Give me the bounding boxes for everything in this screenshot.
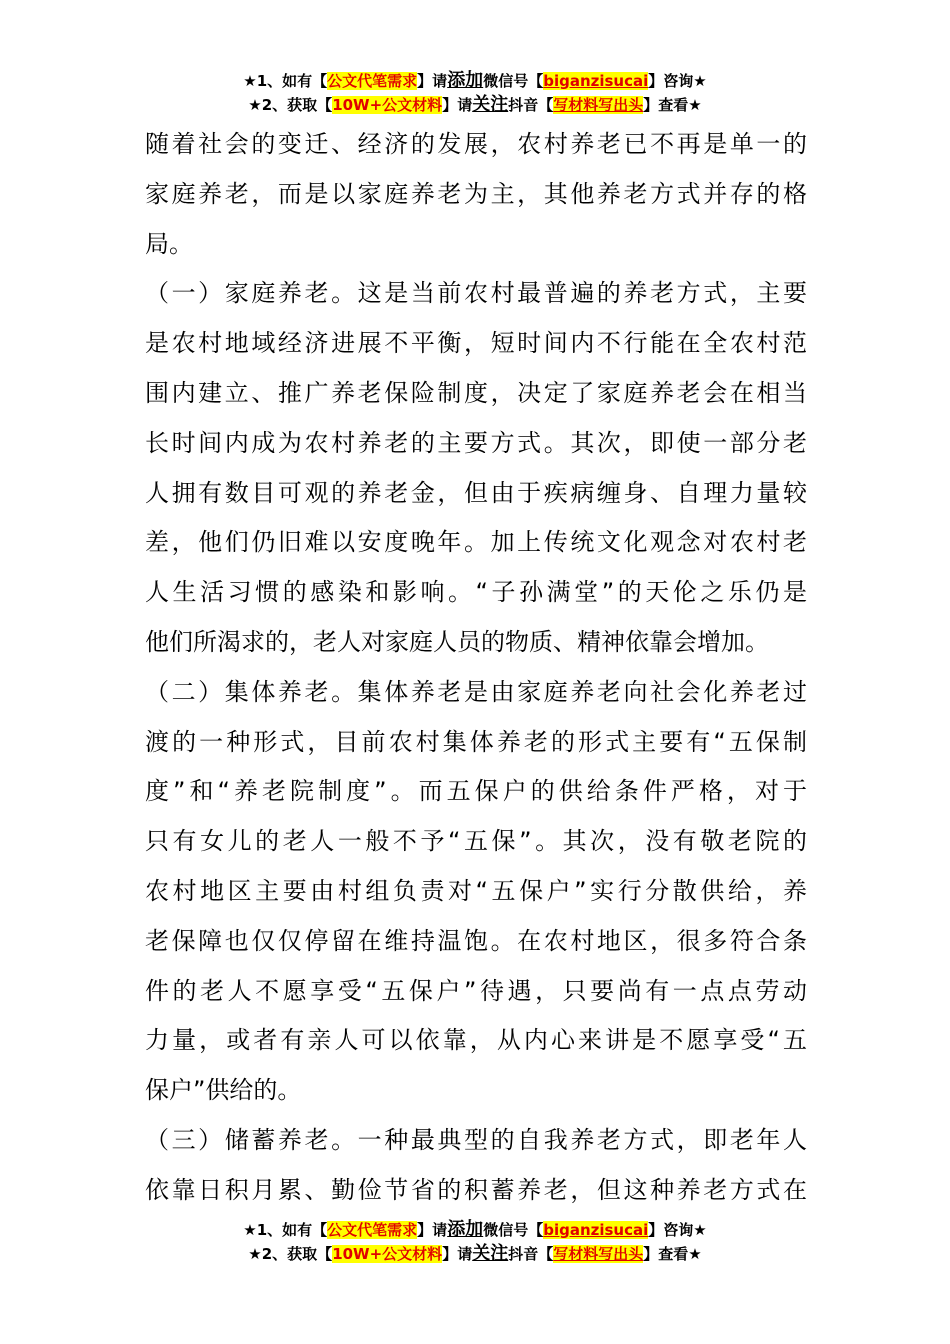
star-icon: ★ — [688, 1245, 702, 1263]
highlight-link: 写材料写出头 — [553, 1245, 644, 1263]
banner-text: 微信号【 — [483, 1221, 544, 1239]
emphasis-text: 添加 — [447, 1219, 484, 1240]
text-line: 保户”供给的。 — [145, 1076, 302, 1105]
text-line: 人拥有数目可观的养老金，但由于疾病缠身、自理力量较 — [145, 478, 807, 507]
banner-text: 微信号【 — [483, 72, 544, 90]
banner-text: 2、获取【 — [261, 1245, 333, 1263]
text-line: 是农村地域经济进展不平衡，短时间内不行能在全农村范 — [145, 329, 807, 358]
text-line: 农村地区主要由村组负责对“五保户”实行分散供给，养 — [145, 876, 807, 905]
paragraph — [145, 1116, 807, 1216]
highlight-text: 公文代笔需求 — [327, 72, 418, 90]
emphasis-text: 关注 — [472, 1243, 509, 1264]
highlight-text: 公文代笔需求 — [327, 1221, 418, 1239]
highlight-link: 写材料写出头 — [553, 96, 644, 114]
banner-line2 — [0, 1242, 950, 1266]
text-line: （一）家庭养老。这是当前农村最普遍的养老方式，主要 — [145, 279, 807, 308]
text-line: 随着社会的变迁、经济的发展，农村养老已不再是单一的 — [145, 130, 807, 158]
text-line: 度”和“养老院制度”。而五保户的供给条件严格，对于 — [145, 777, 807, 806]
banner-text: 】请 — [417, 72, 448, 90]
highlight-text: 10W+公文材料 — [332, 96, 443, 114]
text-line: 长时间内成为农村养老的主要方式。其次，即使一部分老 — [145, 428, 807, 457]
banner-text: 1、如有【 — [256, 72, 328, 90]
star-icon: ★ — [243, 72, 257, 90]
text-line: 围内建立、推广养老保险制度，决定了家庭养老会在相当 — [145, 378, 807, 407]
banner-text: 】查看 — [643, 1245, 689, 1263]
highlight-link: biganzisucai — [543, 72, 649, 90]
emphasis-text: 关注 — [472, 94, 509, 115]
text-line: （二）集体养老。集体养老是由家庭养老向社会化养老过 — [145, 677, 807, 706]
header-banner — [0, 69, 950, 117]
text-line: 依靠日积月累、勤俭节省的积蓄养老，但这种养老方式在 — [145, 1175, 807, 1204]
star-icon: ★ — [693, 1221, 707, 1239]
banner-line1 — [0, 69, 950, 93]
star-icon: ★ — [248, 96, 262, 114]
banner-text: 抖音【 — [508, 96, 554, 114]
star-icon: ★ — [693, 72, 707, 90]
text-line: 老保障也仅仅停留在维持温饱。在农村地区，很多符合条 — [145, 926, 807, 955]
banner-text: 】请 — [417, 1221, 448, 1239]
banner-text: 】咨询 — [648, 72, 694, 90]
text-line: 件的老人不愿享受“五保户”待遇，只要尚有一点点劳动 — [145, 976, 807, 1005]
banner-text: 】查看 — [643, 96, 689, 114]
star-icon: ★ — [688, 96, 702, 114]
document-body — [145, 120, 807, 1216]
star-icon: ★ — [243, 1221, 257, 1239]
banner-text: 】咨询 — [648, 1221, 694, 1239]
banner-text: 2、获取【 — [261, 96, 333, 114]
text-line: 他们所渴求的，老人对家庭人员的物质、精神依靠会增加。 — [145, 627, 769, 656]
banner-line2 — [0, 93, 950, 117]
text-line: 渡的一种形式，目前农村集体养老的形式主要有“五保制 — [145, 727, 807, 756]
banner-text: 】请 — [442, 96, 473, 114]
banner-line1 — [0, 1218, 950, 1242]
footer-banner — [0, 1218, 950, 1266]
banner-text: 】请 — [442, 1245, 473, 1263]
text-line: 只有女儿的老人一般不予“五保”。其次，没有敬老院的 — [145, 827, 807, 856]
emphasis-text: 添加 — [447, 70, 484, 91]
text-line: 人生活习惯的感染和影响。“子孙满堂”的天伦之乐仍是 — [145, 578, 807, 607]
text-line: 局。 — [145, 229, 193, 258]
star-icon: ★ — [248, 1245, 262, 1263]
text-line: 差，他们仍旧难以安度晚年。加上传统文化观念对农村老 — [145, 528, 807, 557]
banner-text: 1、如有【 — [256, 1221, 328, 1239]
paragraph — [145, 668, 807, 1116]
text-line: 家庭养老，而是以家庭养老为主，其他养老方式并存的格 — [145, 179, 807, 208]
highlight-text: 10W+公文材料 — [332, 1245, 443, 1263]
banner-text: 抖音【 — [508, 1245, 554, 1263]
paragraph — [145, 269, 807, 667]
highlight-link: biganzisucai — [543, 1221, 649, 1239]
text-line: （三）储蓄养老。一种最典型的自我养老方式，即老年人 — [145, 1125, 807, 1154]
paragraph — [145, 120, 807, 269]
text-line: 力量，或者有亲人可以依靠，从内心来讲是不愿享受“五 — [145, 1026, 807, 1055]
